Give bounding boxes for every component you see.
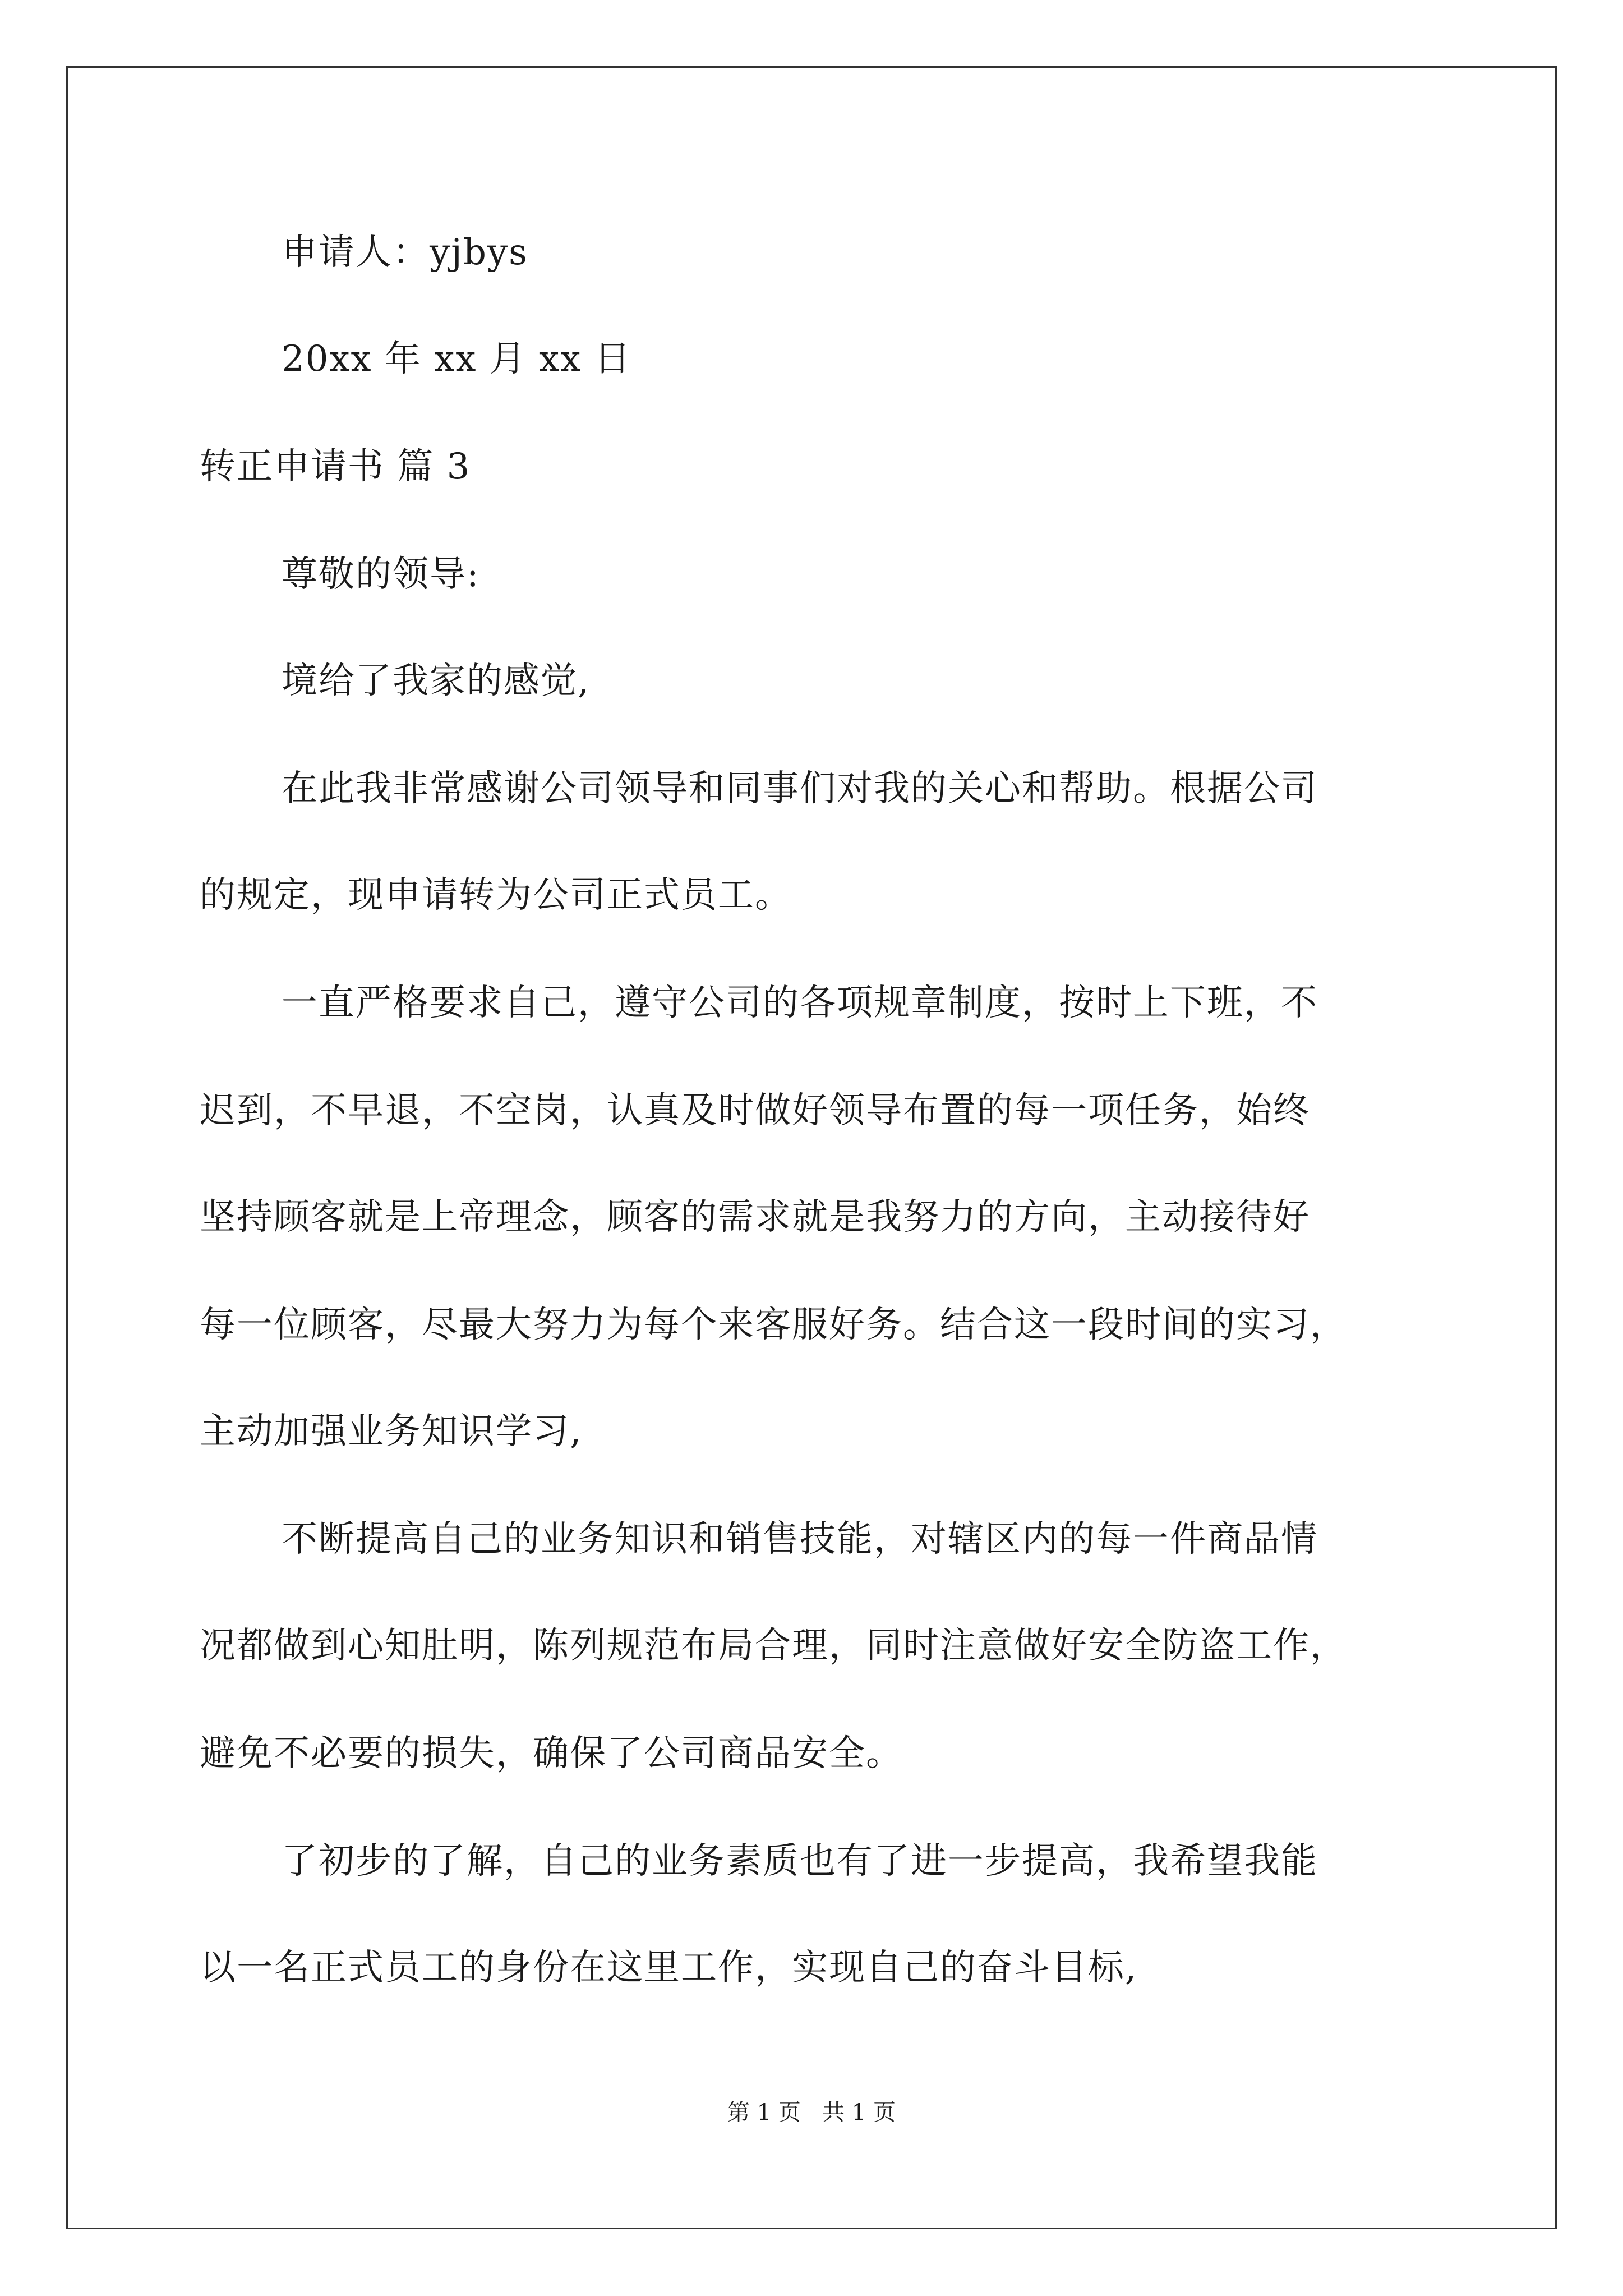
paragraph-line: 一直严格要求自己，遵守公司的各项规章制度，按时上下班，不 (282, 982, 1318, 1024)
page-border (66, 66, 1557, 2229)
paragraph-line: 不断提高自己的业务知识和销售技能，对辖区内的每一件商品情 (282, 1519, 1318, 1560)
paragraph-line: 了初步的了解，自己的业务素质也有了进一步提高，我希望我能 (282, 1841, 1318, 1882)
paragraph-line: 况都做到心知肚明，陈列规范布局合理，同时注意做好安全防盗工作， (200, 1625, 1347, 1667)
paragraph-line: 坚持顾客就是上帝理念，顾客的需求就是我努力的方向，主动接待好 (200, 1197, 1310, 1238)
paragraph-line: 每一位顾客，尽最大努力为每个来客服好务。结合这一段时间的实习， (200, 1304, 1347, 1346)
paragraph-line: 的规定，现申请转为公司正式员工。 (200, 875, 792, 916)
paragraph-line: 主动加强业务知识学习, (200, 1411, 583, 1452)
applicant-line: 申请人：yjbys (282, 232, 528, 273)
paragraph-line: 迟到，不早退，不空岗，认真及时做好领导布置的每一项任务，始终 (200, 1090, 1310, 1131)
paragraph-line: 避免不必要的损失，确保了公司商品安全。 (200, 1733, 903, 1774)
section-title: 转正申请书 篇 3 (200, 446, 471, 487)
date-line: 20xx 年 xx 月 xx 日 (282, 338, 631, 380)
page-footer: 第 1 页 共 1 页 (727, 2100, 896, 2125)
paragraph-line: 以一名正式员工的身份在这里工作，实现自己的奋斗目标, (200, 1947, 1138, 1989)
paragraph-line: 在此我非常感谢公司领导和同事们对我的关心和帮助。根据公司 (282, 768, 1318, 809)
salutation: 尊敬的领导: (282, 554, 480, 595)
paragraph-line: 境给了我家的感觉, (282, 660, 591, 702)
